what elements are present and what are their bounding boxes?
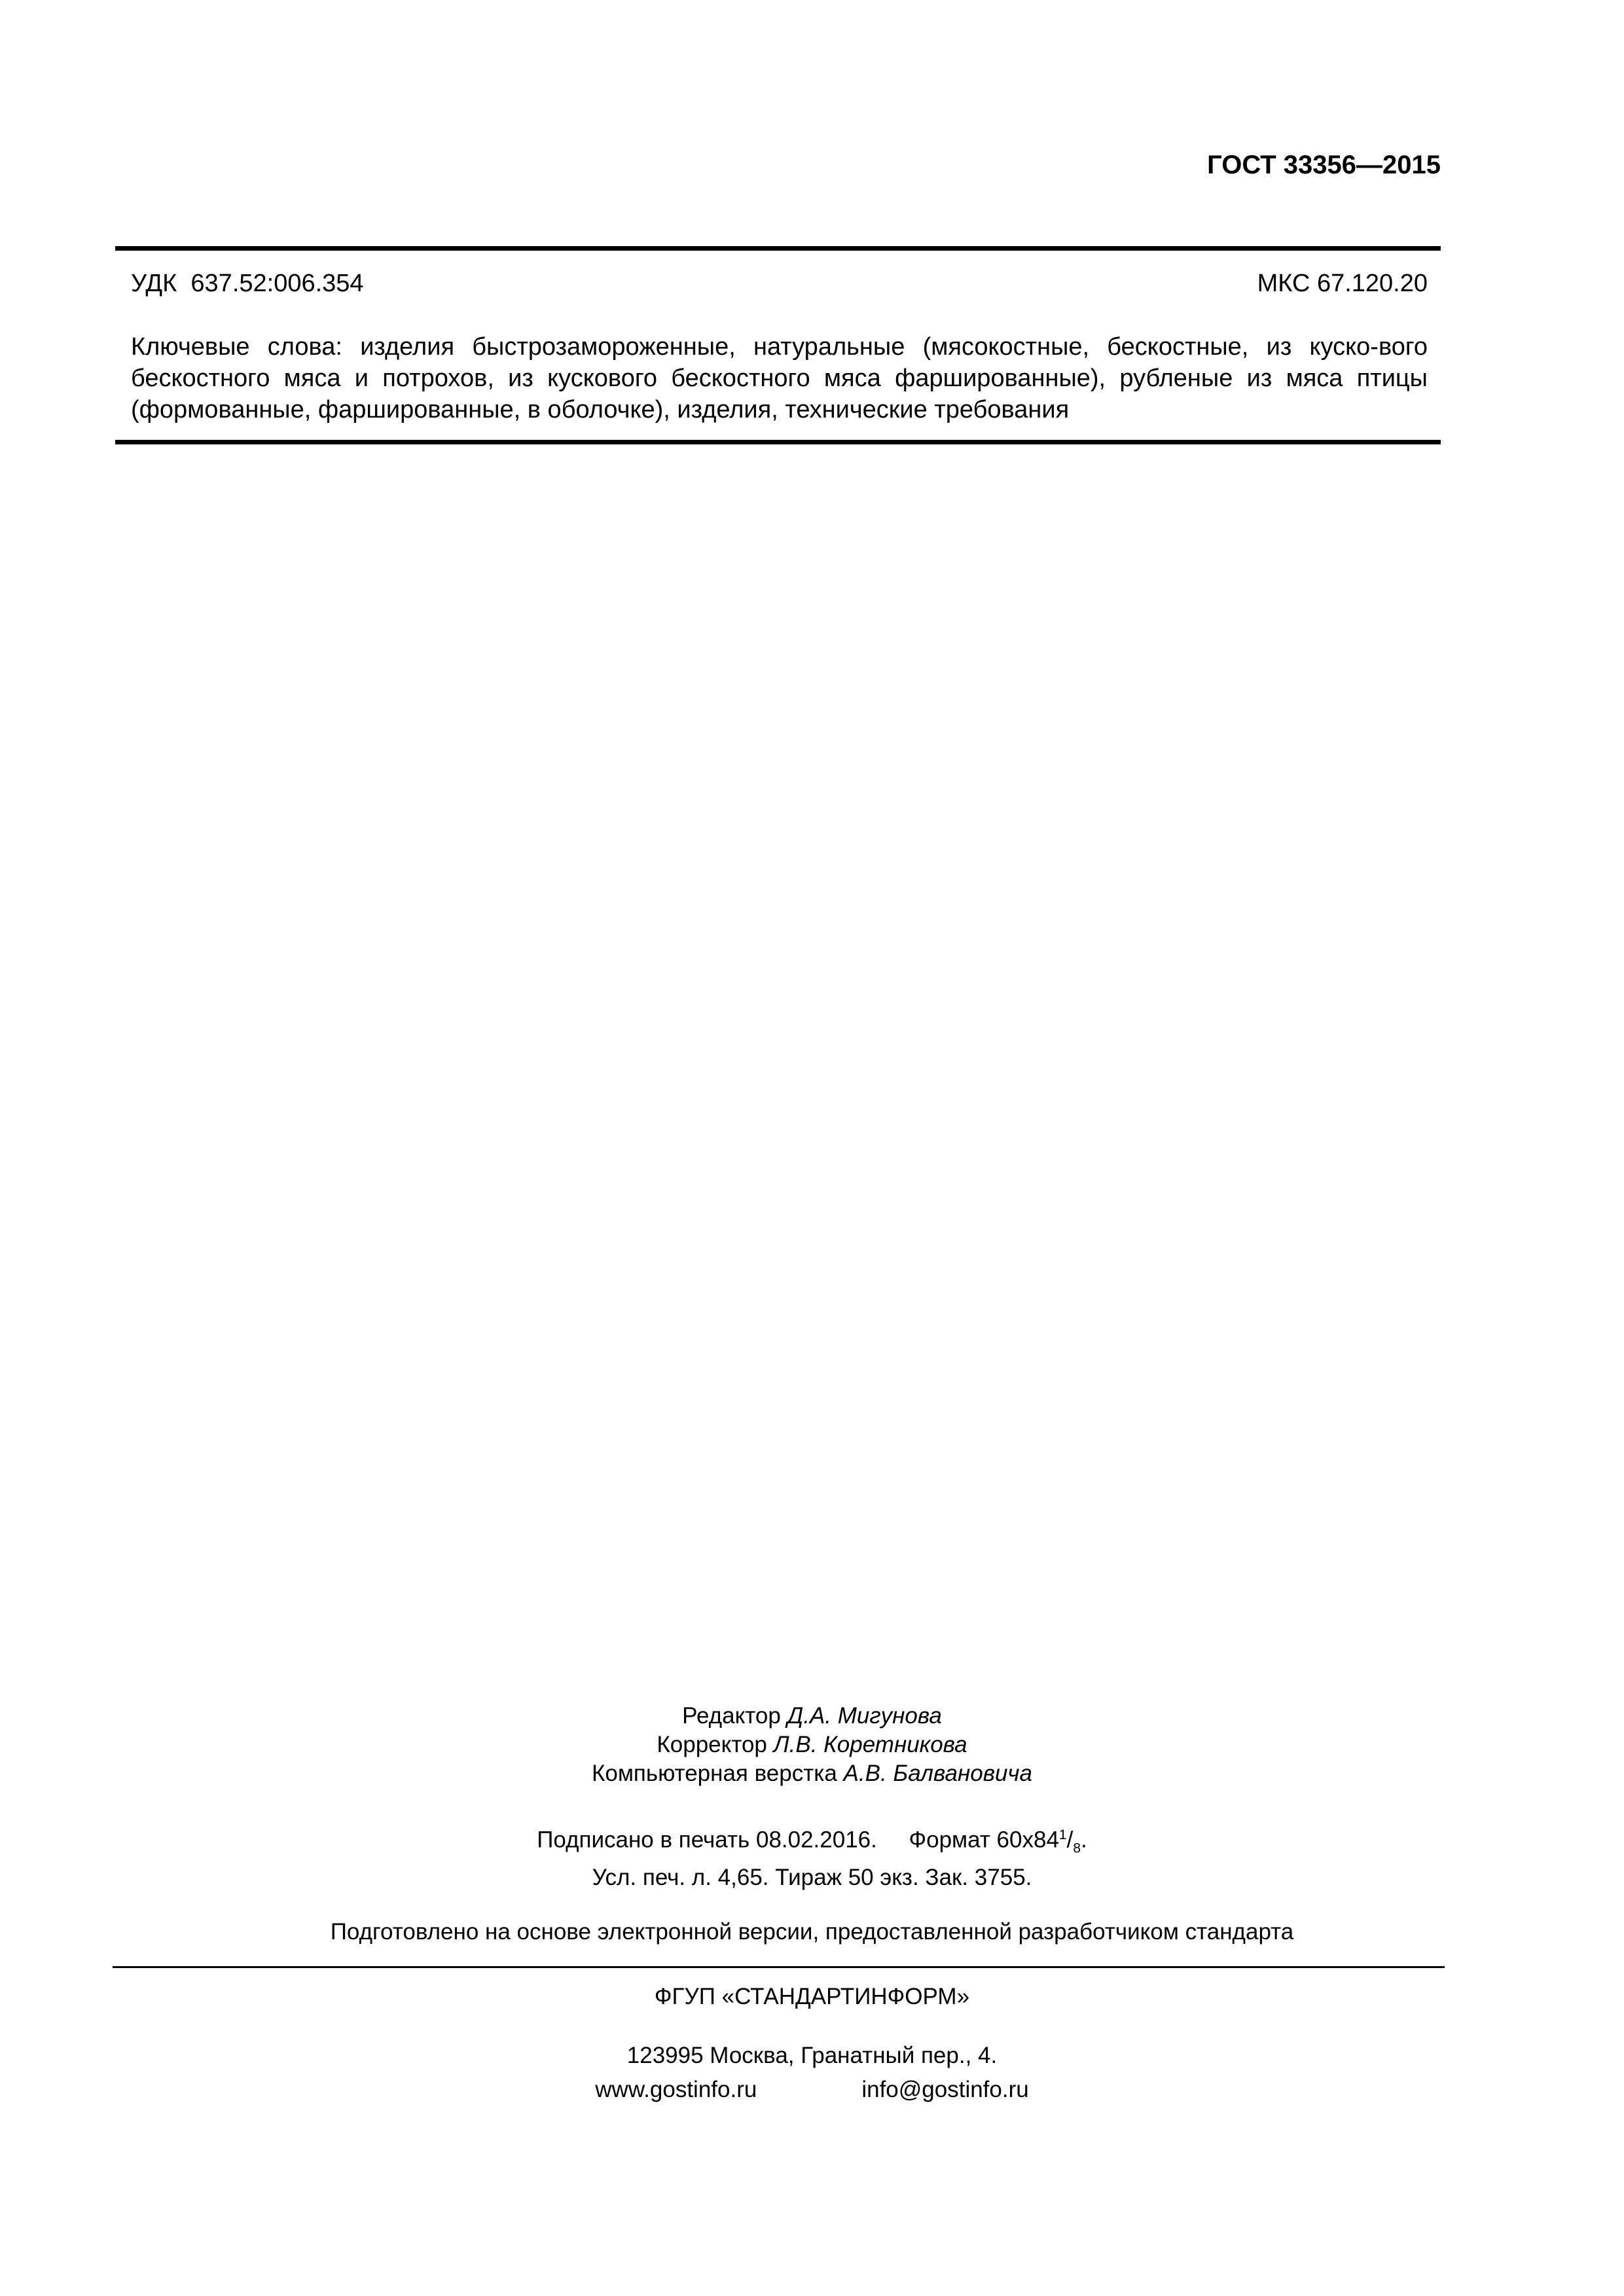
print-info-block xyxy=(0,1821,1624,1892)
layout-name: А.В. Балвановича xyxy=(843,1761,1033,1786)
editor-name: Д.А. Мигунова xyxy=(787,1703,942,1729)
layout-label: Компьютерная верстка xyxy=(591,1761,837,1786)
corrector-label: Корректор xyxy=(657,1732,767,1757)
keywords-paragraph: Ключевые слова: изделия быстрозамороженные, натуральные (мясокостные, бескостные, из куско-вого бескостного мяса и потрохов, из кускового бескостного мяса фаршированные), рубленые из мяса птицы (формованные, фаршированные, в оболочке), изделия, технические требования xyxy=(131,333,1428,423)
prepared-note: Подготовлено на основе электронной версии, предоставленной разработчиком стандарта xyxy=(330,1919,1294,1945)
editor-line xyxy=(0,1702,1624,1731)
layout-line xyxy=(0,1759,1624,1788)
format-end: . xyxy=(1081,1827,1087,1853)
publisher-address: 123995 Москва, Гранатный пер., 4. xyxy=(626,2043,998,2068)
corrector-line xyxy=(0,1731,1624,1759)
email-link[interactable]: info@gostinfo.ru xyxy=(861,2077,1029,2102)
format-denominator: 8 xyxy=(1073,1840,1081,1856)
signed-date: Подписано в печать 08.02.2016. xyxy=(537,1827,877,1853)
imprint-divider xyxy=(113,1966,1445,1968)
mks-code: МКС 67.120.20 xyxy=(1257,270,1428,297)
format-label: Формат 60x84 xyxy=(909,1827,1059,1853)
credits-block xyxy=(0,1702,1624,1788)
keywords-divider xyxy=(115,440,1441,444)
standard-code: ГОСТ 33356—2015 xyxy=(1207,151,1441,179)
print-info-line-2: Усл. печ. л. 4,65. Тираж 50 экз. Зак. 3755. xyxy=(592,1864,1032,1890)
editor-label: Редактор xyxy=(682,1703,781,1729)
udk-code: УДК 637.52:006.354 xyxy=(131,270,364,297)
print-info-line-1: Подписано в печать 08.02.2016. Формат $60x84^1/_8$. xyxy=(537,1827,1087,1856)
corrector-name: Л.В. Коретникова xyxy=(773,1732,967,1757)
format-numerator: 1 xyxy=(1058,1827,1067,1842)
top-divider xyxy=(115,246,1441,251)
publisher-name: ФГУП «СТАНДАРТИНФОРМ» xyxy=(654,1984,970,2009)
publisher-contacts xyxy=(0,2068,1624,2111)
website-link[interactable]: www.gostinfo.ru xyxy=(595,2077,757,2102)
